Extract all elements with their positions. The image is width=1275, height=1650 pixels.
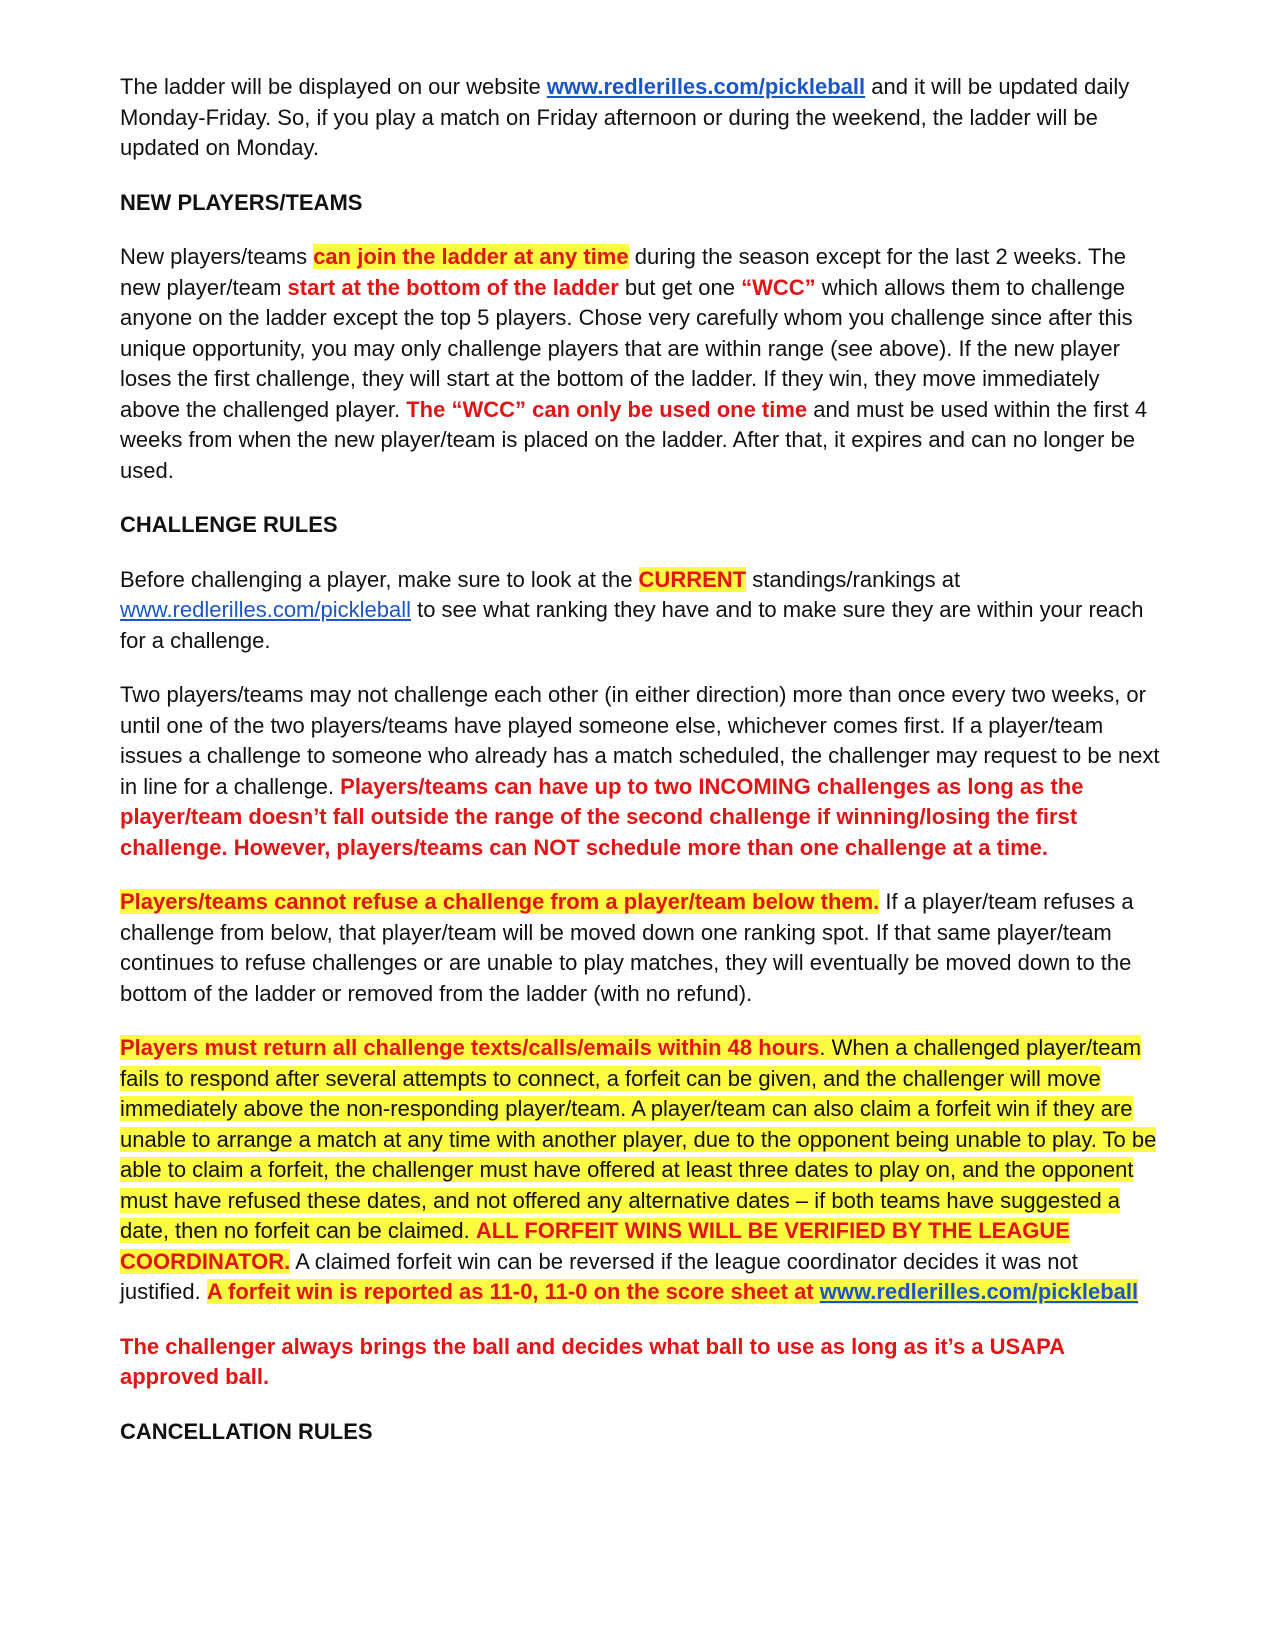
text-run: Before challenging a player, make sure to look at the (120, 566, 639, 592)
text-run: A claimed forfeit win can be reversed if the league coordinator decides it was not justified. (120, 1248, 1078, 1304)
challenge-paragraph-3 (120, 887, 1160, 1009)
text-run: during the season except for the last 2 weeks. The new player/team (120, 244, 1126, 300)
section-heading-cancellation: CANCELLATION RULES (120, 1418, 373, 1444)
section-heading-challenge-rules: CHALLENGE RULES (120, 512, 338, 537)
emphasis-text: start at the bottom of the ladder (287, 274, 619, 300)
text-run: and must be used within the first 4 weeks from when the new player/team is placed on the ladder. After that, it expires and can no longer be used. (120, 396, 1148, 483)
section-heading-new-players: NEW PLAYERS/TEAMS (120, 189, 363, 215)
website-link[interactable]: www.redlerilles.com/pickleball (819, 1279, 1139, 1304)
challenge-paragraph-2 (120, 680, 1160, 863)
emphasis-text: “WCC” (741, 274, 816, 300)
emphasis-text: A forfeit win is reported as 11-0, 11-0 on the score sheet at (206, 1279, 820, 1304)
challenge-paragraph-5: The challenger always brings the ball and decides what ball to use as long as it’s a USAPA approved ball. (120, 1333, 1065, 1389)
highlighted-text: Players/teams cannot refuse a challenge from a player/team below them. (120, 889, 880, 914)
highlighted-text: can join the ladder at any time (313, 244, 629, 269)
text-run: standings/rankings at (746, 566, 961, 592)
text-run: If a player/team refuses a challenge from below, that player/team will be moved down one ranking spot. If that same player/team continues to refuse challenges or are unable to play matches, they will eventually be moved down to the bottom of the ladder or removed from the ladder (with no refund). (120, 889, 1134, 1006)
text-run: to see what ranking they have and to make sure they are within your reach for a challenge. (120, 597, 1144, 653)
emphasis-text: The “WCC” can only be used one time (406, 396, 808, 422)
text-run: New players/teams (120, 244, 314, 269)
intro-text: The ladder will be displayed on our website (120, 74, 547, 99)
text-run: Two players/teams may not challenge each other (in either direction) more than once every two weeks, or until one of the two players/teams have played someone else, whichever comes first. If a player/team issues a challenge to someone who already has a match scheduled, the challenger may request to be next in line for a challenge. (120, 682, 1160, 799)
new-players-paragraph (120, 242, 1160, 486)
challenge-paragraph-1 (120, 565, 1160, 657)
text-run: which allows them to challenge anyone on the ladder except the top 5 players. Chose very carefully whom you challenge since after this unique opportunity, you may only challenge players that are within range (see above). If the new player loses the first challenge, they will start at the bottom of the ladder. If they win, they move immediately above the challenged player. (120, 274, 1133, 422)
emphasis-text: Players must return all challenge texts/calls/emails within 48 hours (120, 1035, 820, 1060)
emphasis-text: ALL FORFEIT WINS WILL BE VERIFIED BY THE LEAGUE COORDINATOR. (120, 1218, 1070, 1274)
intro-text-cont: and it will be updated daily Monday-Friday. So, if you play a match on Friday afternoon or during the weekend, the ladder will be updated on Monday. (120, 74, 1130, 160)
intro-paragraph (120, 72, 1160, 164)
challenge-paragraph-4 (120, 1033, 1160, 1308)
website-link[interactable]: www.redlerilles.com/pickleball (120, 597, 411, 622)
website-link[interactable]: www.redlerilles.com/pickleball (546, 74, 866, 99)
text-run: . When a challenged player/team fails to respond after several attempts to connect, a forfeit can be given, and the challenger will move immediately above the non-responding player/team. A player/team can also claim a forfeit win if they are unable to arrange a match at any time with another player, due to the opponent being unable to play. To be able to claim a forfeit, the challenger must have offered at least three dates to play on, and the opponent must have refused these dates, and not offered any alternative dates – if both teams have suggested a date, then no forfeit can be claimed. (120, 1035, 1157, 1243)
highlighted-text: CURRENT (638, 566, 747, 592)
document-page (120, 72, 1160, 1471)
text-run: but get one (618, 274, 742, 300)
emphasis-text: Players/teams can have up to two INCOMING challenges as long as the player/team doesn’t fall outside the range of the second challenge if winning/losing the first challenge. However, players/teams can NOT schedule more than one challenge at a time. (120, 773, 1084, 860)
